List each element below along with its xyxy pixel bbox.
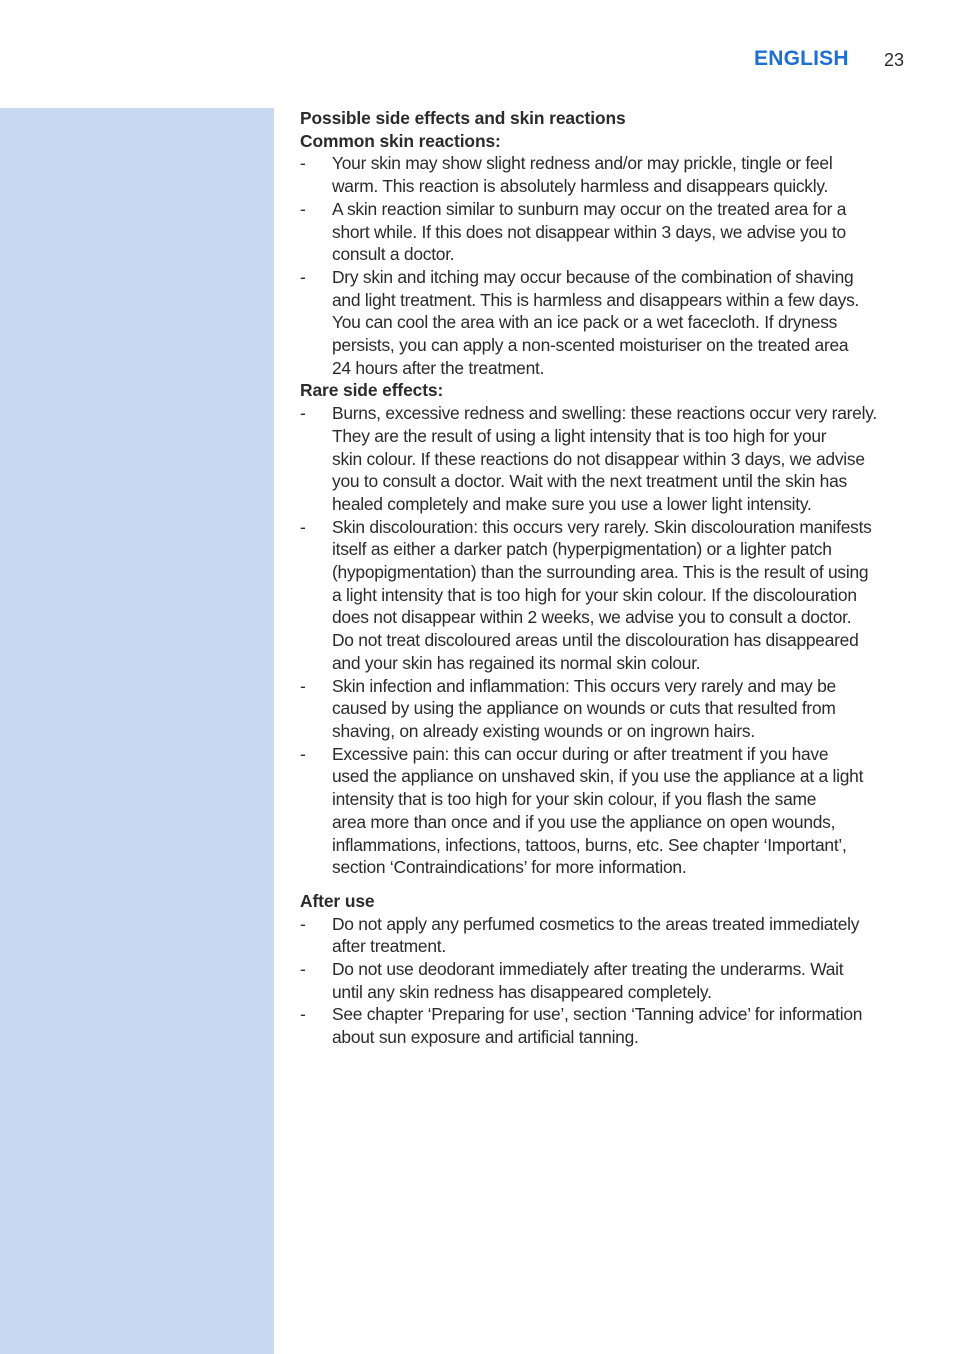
list-item-line: Excessive pain: this can occur during or after treatment if you have	[332, 743, 829, 764]
bullet-dash: -	[300, 516, 306, 537]
list-item-line: You can cool the area with an ice pack or a wet facecloth. If dryness	[332, 312, 838, 333]
page-number: 23	[884, 50, 905, 70]
bullet-dash: -	[300, 153, 306, 174]
list-item-line: and light treatment. This is harmless and disappears within a few days.	[332, 289, 860, 310]
list-item-line: inflammations, infections, tattoos, burns, etc. See chapter ‘Important’,	[332, 834, 847, 855]
list-item-line: intensity that is too high for your skin colour, if you flash the same	[332, 789, 817, 810]
list-item-line: short while. If this does not disappear within 3 days, we advise you to	[332, 221, 846, 242]
list-item-line: after treatment.	[332, 936, 446, 957]
list-item-line: area more than once and if you use the appliance on open wounds,	[332, 811, 836, 832]
list-item	[300, 958, 910, 1003]
list-item-line: section ‘Contraindications’ for more information.	[332, 857, 687, 878]
list-item	[300, 743, 910, 879]
bullet-dash: -	[300, 959, 306, 980]
list-item-line: does not disappear within 2 weeks, we advise you to consult a doctor.	[332, 607, 852, 628]
bullet-dash: -	[300, 743, 306, 764]
list-item-line: skin colour. If these reactions do not disappear within 3 days, we advise	[332, 448, 865, 469]
list-item-line: consult a doctor.	[332, 244, 455, 265]
bullet-dash: -	[300, 403, 306, 424]
list-item-line: caused by using the appliance on wounds or cuts that resulted from	[332, 698, 836, 719]
list-item-line: used the appliance on unshaved skin, if you use the appliance at a light	[332, 766, 864, 787]
bullet-dash: -	[300, 675, 306, 696]
common-reactions-list	[300, 152, 910, 379]
list-item-line: Dry skin and itching may occur because of the combination of shaving	[332, 266, 854, 287]
list-item	[300, 516, 910, 675]
list-item-line: healed completely and make sure you use a lower light intensity.	[332, 493, 812, 514]
sidebar-panel	[0, 108, 274, 1354]
list-item-line: 24 hours after the treatment.	[332, 357, 545, 378]
rare-side-effects-heading: Rare side effects:	[300, 380, 444, 401]
main-content	[300, 107, 910, 1049]
side-effects-heading: Possible side effects and skin reactions	[300, 108, 626, 128]
list-item-line: itself as either a darker patch (hyperpigmentation) or a lighter patch	[332, 539, 832, 560]
list-item-line: Your skin may show slight redness and/or may prickle, tingle or feel	[332, 153, 833, 174]
list-item-line: warm. This reaction is absolutely harmless and disappears quickly.	[332, 176, 829, 197]
after-use-heading: After use	[300, 890, 375, 911]
list-item-line: Do not treat discoloured areas until the discolouration has disappeared	[332, 630, 859, 651]
list-item-line: shaving, on already existing wounds or on ingrown hairs.	[332, 720, 755, 741]
list-item	[300, 675, 910, 743]
list-item-line: and your skin has regained its normal skin colour.	[332, 652, 701, 673]
bullet-dash: -	[300, 1004, 306, 1025]
list-item-line: They are the result of using a light intensity that is too high for your	[332, 425, 827, 446]
bullet-dash: -	[300, 913, 306, 934]
list-item	[300, 402, 910, 516]
bullet-dash: -	[300, 266, 306, 287]
list-item-line: Do not apply any perfumed cosmetics to the areas treated immediately	[332, 913, 860, 934]
common-reactions-heading: Common skin reactions:	[300, 130, 501, 151]
list-item-line: until any skin redness has disappeared completely.	[332, 981, 712, 1002]
after-use-list	[300, 913, 910, 1049]
list-item	[300, 266, 910, 380]
language-label: ENGLISH	[754, 47, 849, 70]
bullet-dash: -	[300, 198, 306, 219]
list-item-line: See chapter ‘Preparing for use’, section ‘Tanning advice’ for information	[332, 1004, 863, 1025]
list-item-line: (hypopigmentation) than the surrounding area. This is the result of using	[332, 562, 869, 583]
list-item-line: you to consult a doctor. Wait with the next treatment until the skin has	[332, 471, 847, 492]
rare-side-effects-list	[300, 402, 910, 879]
list-item-line: Burns, excessive redness and swelling: these reactions occur very rarely.	[332, 403, 877, 424]
list-item	[300, 1003, 910, 1048]
list-item	[300, 913, 910, 958]
list-item-line: Skin infection and inflammation: This occurs very rarely and may be	[332, 675, 836, 696]
list-item-line: about sun exposure and artificial tanning.	[332, 1027, 639, 1048]
list-item-line: persists, you can apply a non-scented moisturiser on the treated area	[332, 335, 849, 356]
list-item-line: Do not use deodorant immediately after treating the underarms. Wait	[332, 959, 844, 980]
list-item-line: A skin reaction similar to sunburn may occur on the treated area for a	[332, 198, 847, 219]
list-item-line: Skin discolouration: this occurs very rarely. Skin discolouration manifests	[332, 516, 872, 537]
list-item	[300, 198, 910, 266]
list-item-line: a light intensity that is too high for your skin colour. If the discolouration	[332, 584, 857, 605]
list-item	[300, 152, 910, 197]
